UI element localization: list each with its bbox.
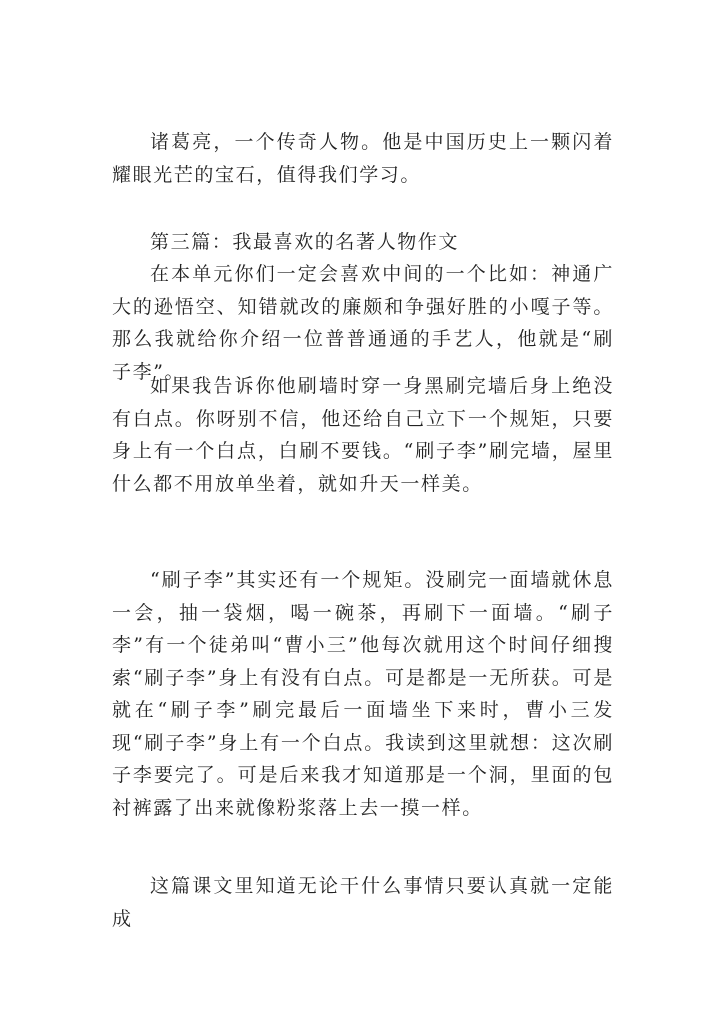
paragraph-rule: “刷子李”其实还有一个规矩。没刷完一面墙就休息一会，抽一袋烟，喝一碗茶，再刷下一面墙。“刷子李”有一个徒弟叫“曹小三”他每次就用这个时间仔细搜索“刷子李”身上有没有白点。可是都是一无所获。可是就在“刷子李”刷完最后一面墙坐下来时，曹小三发现“刷子李”身上有一个白点。我读到这里就想：这次刷子李要完了。可是后来我才知道那是一个洞，里面的包衬裤露了出来就像粉浆落上去一摸一样。 xyxy=(112,569,614,819)
section-heading: 第三篇：我最喜欢的名著人物作文 xyxy=(150,231,460,253)
paragraph-conclusion: 这篇课文里知道无论干什么事情只要认真就一定能成 xyxy=(112,875,614,930)
paragraph-zhuge-liang: 诸葛亮，一个传奇人物。他是中国历史上一颗闪着耀眼光芒的宝石，值得我们学习。 xyxy=(112,131,614,186)
paragraph-no-white-dot: 如果我告诉你他刷墙时穿一身黑刷完墙后身上绝没有白点。你呀别不信，他还给自己立下一个规矩，只要身上有一个白点，白刷不要钱。“刷子李”刷完墙，屋里什么都不用放单坐着，就如升天一样美。 xyxy=(112,375,614,495)
paragraph-intro: 在本单元你们一定会喜欢中间的一个比如：神通广大的逊悟空、知错就改的廉颇和争强好胜的小嘎子等。那么我就给你介绍一位普普通通的手艺人，他就是“刷子李”。 xyxy=(112,263,614,383)
